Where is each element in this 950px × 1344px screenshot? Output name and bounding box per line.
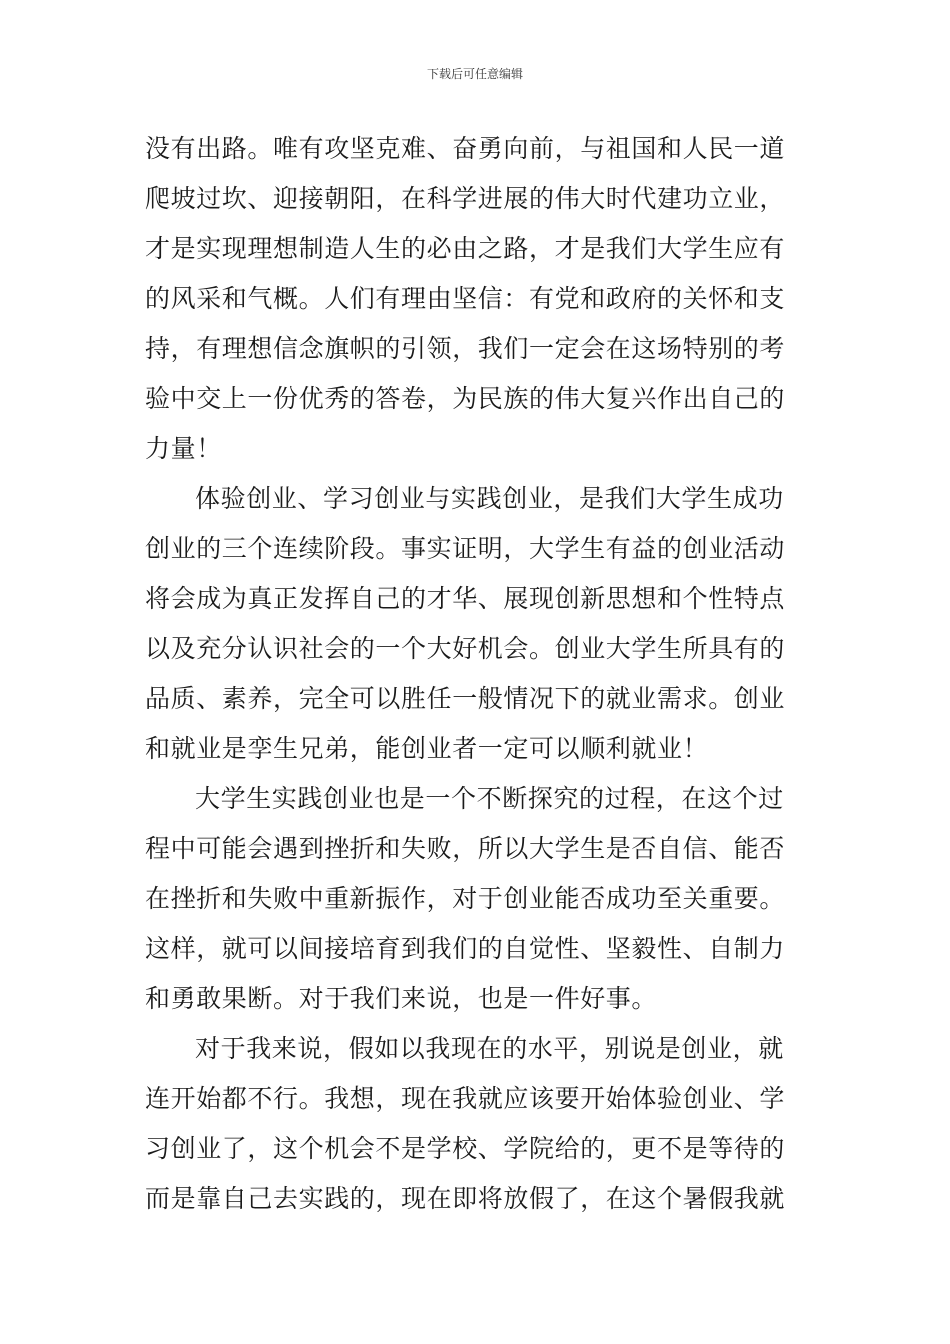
text-line: 力量！ xyxy=(145,434,222,463)
text-line: 程中可能会遇到挫折和失败，所以大学生是否自信、能否 xyxy=(145,834,786,863)
paragraph xyxy=(145,1024,810,1224)
text-line: 才是实现理想制造人生的必由之路，才是我们大学生应有 xyxy=(145,234,786,263)
text-line: 习创业了，这个机会不是学校、学院给的，更不是等待的 xyxy=(145,1134,786,1163)
text-line: 没有出路。唯有攻坚克难、奋勇向前，与祖国和人民一道 xyxy=(145,134,786,163)
text-line: 创业的三个连续阶段。事实证明，大学生有益的创业活动 xyxy=(145,534,786,563)
text-line: 品质、素养，完全可以胜任一般情况下的就业需求。创业 xyxy=(145,684,786,713)
text-line: 爬坡过坎、迎接朝阳，在科学进展的伟大时代建功立业， xyxy=(145,184,786,213)
text-line: 和就业是孪生兄弟，能创业者一定可以顺利就业！ xyxy=(145,734,709,763)
text-line: 连开始都不行。我想，现在我就应该要开始体验创业、学 xyxy=(145,1084,786,1113)
document-body xyxy=(145,124,810,1224)
text-line: 在挫折和失败中重新振作，对于创业能否成功至关重要。 xyxy=(145,884,786,913)
paragraph xyxy=(145,124,810,474)
text-line: 验中交上一份优秀的答卷，为民族的伟大复兴作出自己的 xyxy=(145,384,786,413)
text-line: 的风采和气概。人们有理由坚信：有党和政府的关怀和支 xyxy=(145,284,786,313)
text-line: 而是靠自己去实践的，现在即将放假了，在这个暑假我就 xyxy=(145,1184,786,1213)
text-line: 大学生实践创业也是一个不断探究的过程，在这个过 xyxy=(195,784,784,813)
page-header-note: 下载后可任意编辑 xyxy=(426,67,523,81)
paragraph xyxy=(145,774,810,1024)
text-line: 体验创业、学习创业与实践创业，是我们大学生成功 xyxy=(195,484,784,513)
text-line: 和勇敢果断。对于我们来说，也是一件好事。 xyxy=(145,984,658,1013)
text-line: 将会成为真正发挥自己的才华、展现创新思想和个性特点 xyxy=(145,584,786,613)
text-line: 持，有理想信念旗帜的引领，我们一定会在这场特别的考 xyxy=(145,334,786,363)
text-line: 对于我来说，假如以我现在的水平，别说是创业，就 xyxy=(195,1034,784,1063)
paragraph xyxy=(145,474,810,774)
text-line: 以及充分认识社会的一个大好机会。创业大学生所具有的 xyxy=(145,634,786,663)
text-line: 这样，就可以间接培育到我们的自觉性、坚毅性、自制力 xyxy=(145,934,786,963)
